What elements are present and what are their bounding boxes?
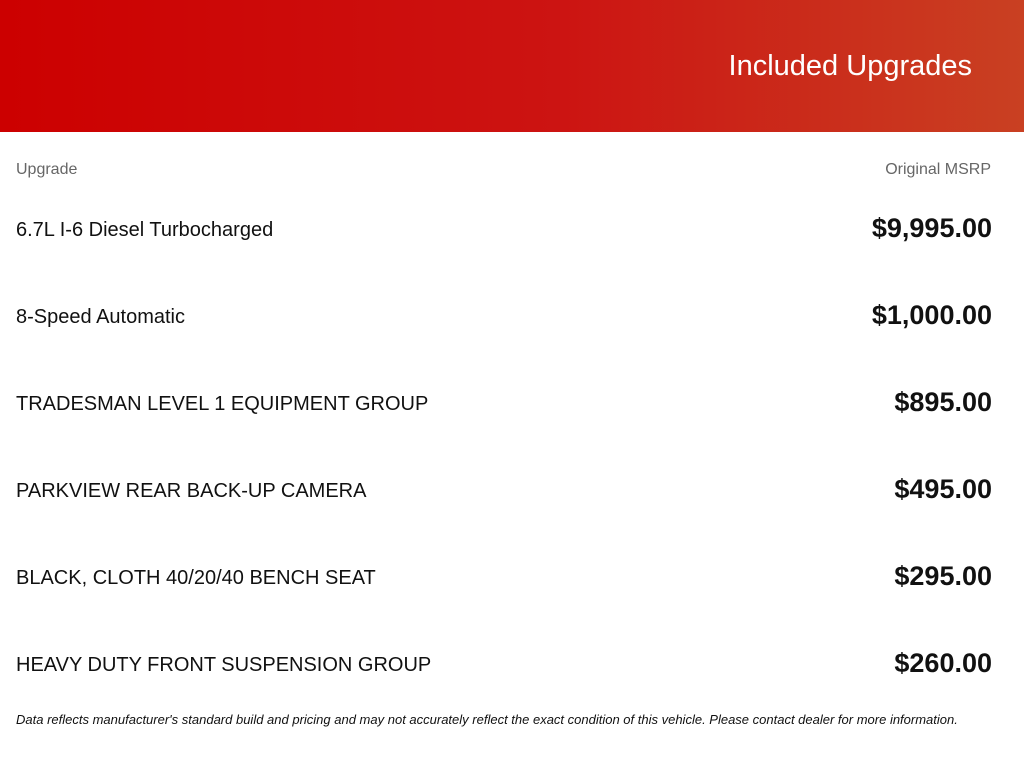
upgrade-name: 8-Speed Automatic (16, 306, 185, 328)
upgrade-row (16, 358, 992, 445)
upgrade-row (16, 184, 992, 271)
upgrade-name: HEAVY DUTY FRONT SUSPENSION GROUP (16, 654, 432, 676)
upgrade-price: $895.00 (894, 387, 992, 417)
upgrade-price: $495.00 (894, 474, 992, 504)
page-title: Included Upgrades (728, 50, 972, 82)
header-banner (0, 0, 1024, 132)
upgrade-price: $295.00 (894, 561, 992, 591)
column-header-msrp: Original MSRP (885, 161, 991, 178)
upgrade-name: PARKVIEW REAR BACK-UP CAMERA (16, 480, 367, 502)
column-header-upgrade: Upgrade (16, 161, 78, 178)
upgrade-row (16, 445, 992, 532)
upgrade-price: $9,995.00 (871, 213, 992, 243)
upgrade-row (16, 619, 992, 706)
upgrade-name: TRADESMAN LEVEL 1 EQUIPMENT GROUP (16, 393, 429, 415)
upgrade-price: $260.00 (894, 648, 992, 678)
upgrade-list (16, 184, 992, 706)
upgrade-row (16, 532, 992, 619)
upgrade-row (16, 271, 992, 358)
upgrade-name: 6.7L I-6 Diesel Turbocharged (16, 219, 274, 241)
upgrade-price: $1,000.00 (871, 300, 992, 330)
disclaimer-text: Data reflects manufacturer's standard build and pricing and may not accurately reflect the exact condition of this vehicle. Please contact dealer for more information. (16, 712, 958, 727)
upgrade-name: BLACK, CLOTH 40/20/40 BENCH SEAT (16, 567, 376, 589)
